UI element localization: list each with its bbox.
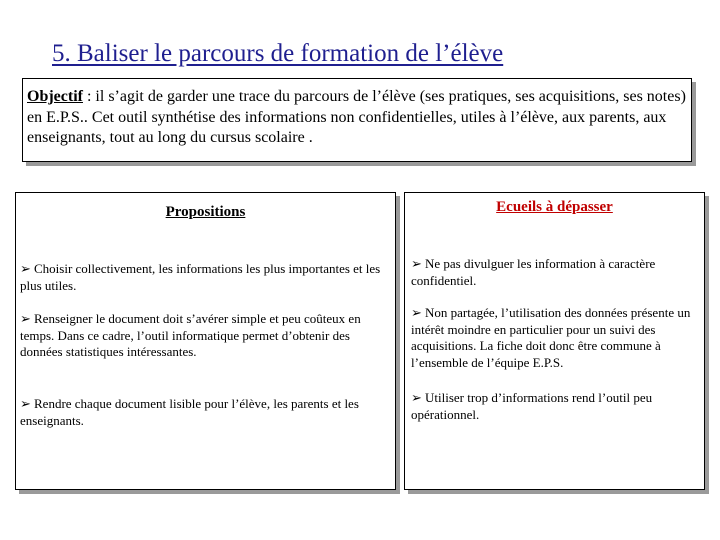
arrow-bullet-icon: ➢ [411, 256, 422, 271]
proposition-text: Rendre chaque document lisible pour l’élève, les parents et les enseignants. [20, 396, 359, 428]
slide-title: 5. Baliser le parcours de formation de l’élève [52, 40, 504, 67]
ecueil-item [411, 305, 698, 371]
propositions-panel [15, 192, 396, 490]
ecueil-item [411, 390, 698, 423]
arrow-bullet-icon: ➢ [20, 396, 31, 411]
ecueil-text: Non partagée, l’utilisation des données présente un intérêt moindre en particulier pour un suivi des acquisitions. La fiche doit donc être commune à l’ensemble de l’équipe E.P.S. [411, 305, 691, 370]
ecueils-heading: Ecueils à dépasser [496, 199, 613, 215]
ecueil-text: Ne pas divulguer les information à caractère confidentiel. [411, 256, 656, 288]
ecueil-item [411, 256, 698, 289]
objective-box [22, 78, 692, 162]
objective-text: : il s’agit de garder une trace du parcours de l’élève (ses pratiques, ses acquisitions, ses notes) en E.P.S.. Cet outil synthétise des informations non confidentielles, utiles à l’élève, aux parents, aux enseignants, tout au long du cursus scolaire . [27, 88, 686, 146]
proposition-item [20, 261, 391, 294]
arrow-bullet-icon: ➢ [411, 305, 422, 320]
ecueil-text: Utiliser trop d’informations rend l’outil peu opérationnel. [411, 390, 653, 422]
proposition-text: Choisir collectivement, les informations les plus importantes et les plus utiles. [20, 261, 381, 293]
arrow-bullet-icon: ➢ [20, 261, 31, 276]
objective-label: Objectif [27, 88, 83, 105]
proposition-item [20, 396, 391, 429]
ecueils-panel [404, 192, 705, 490]
proposition-item [20, 311, 391, 361]
propositions-heading: Propositions [165, 204, 246, 220]
arrow-bullet-icon: ➢ [20, 311, 31, 326]
proposition-text: Renseigner le document doit s’avérer simple et peu coûteux en temps. Dans ce cadre, l’outil informatique permet d’obtenir des données statistiques intéressantes. [20, 311, 361, 359]
arrow-bullet-icon: ➢ [411, 390, 422, 405]
